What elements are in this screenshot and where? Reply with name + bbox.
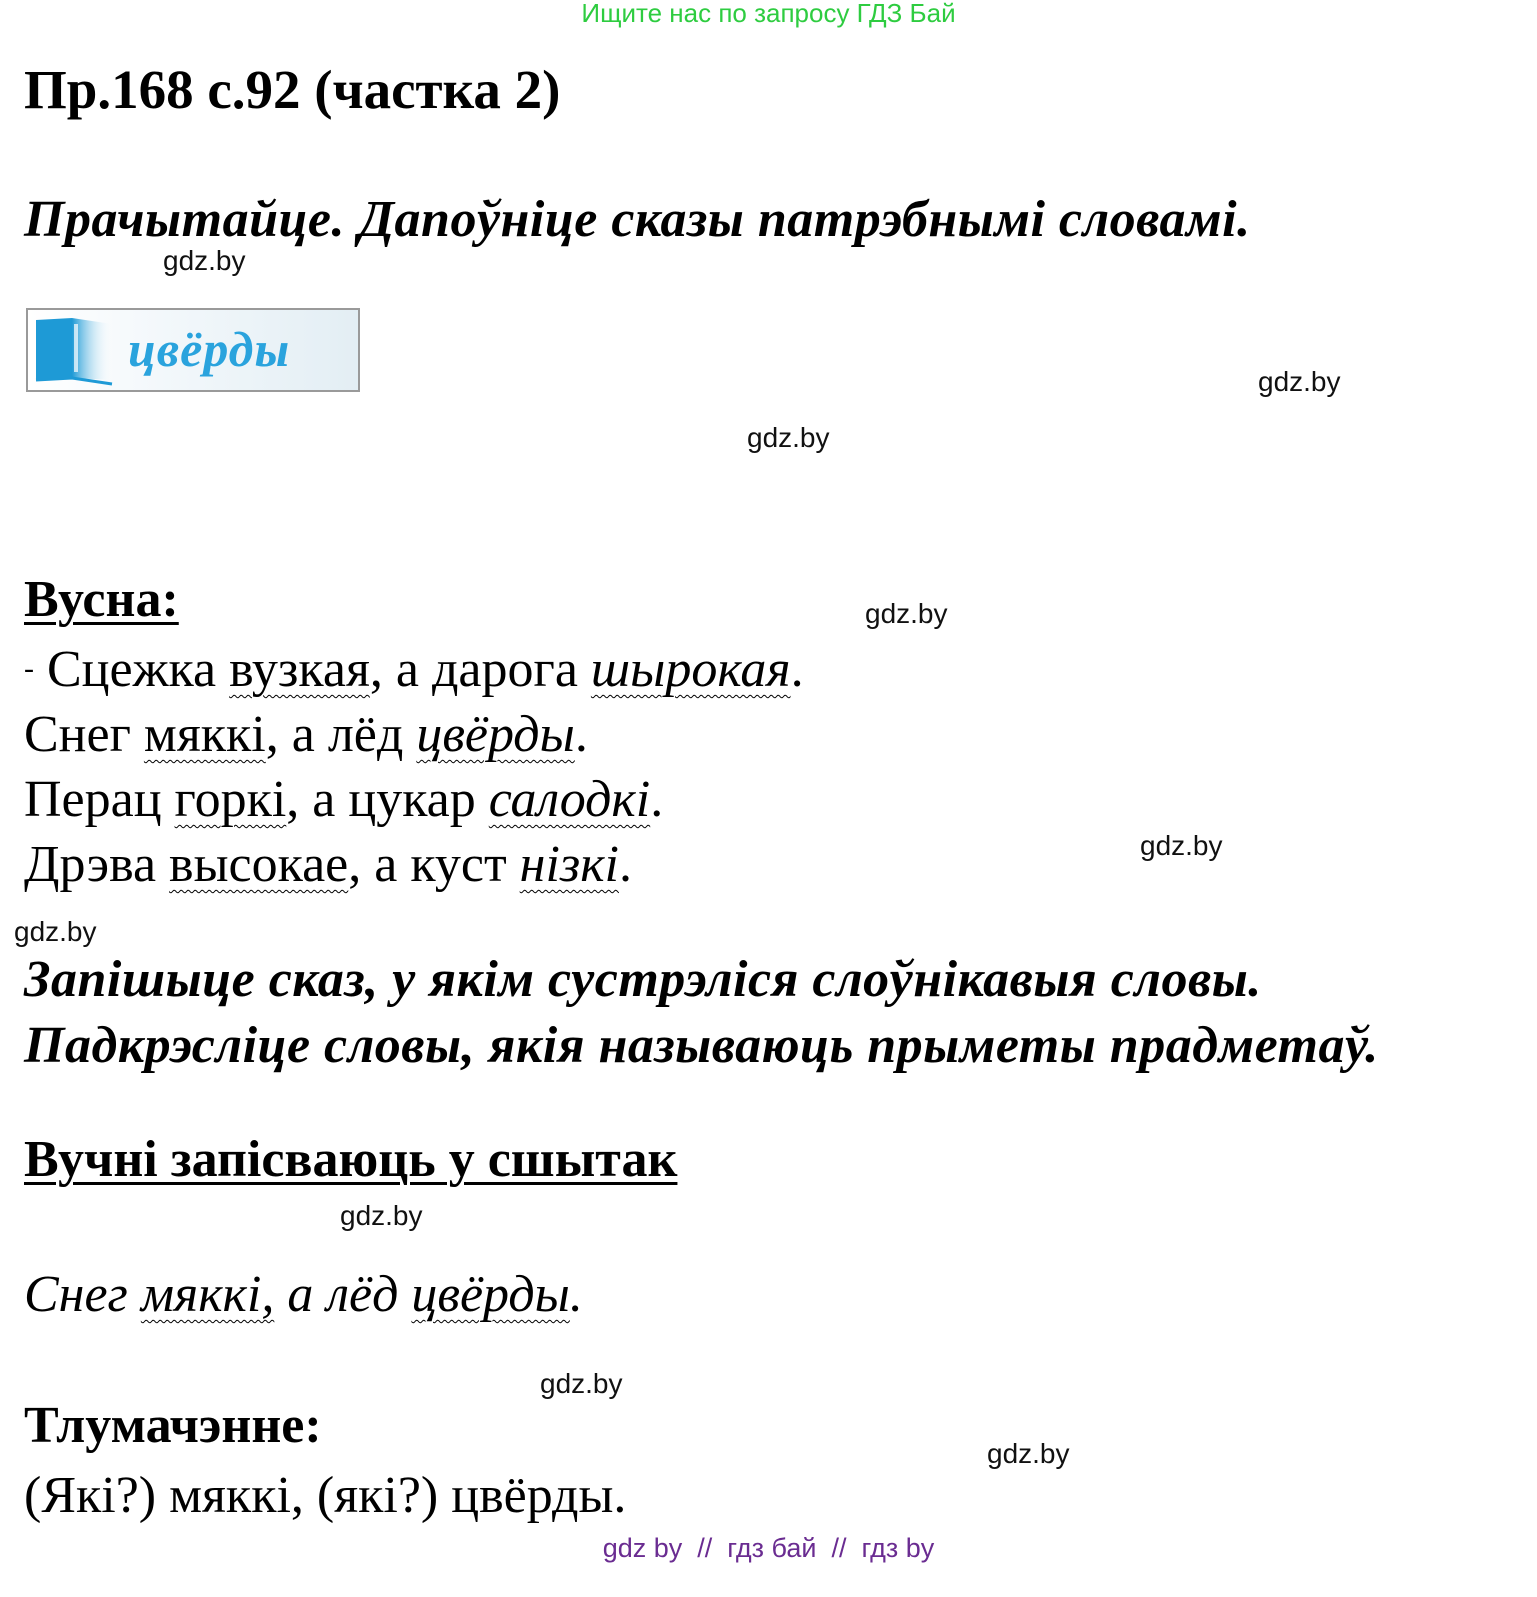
footer-links: gdz by // гдз бай // гдз by [602, 1533, 935, 1563]
sentence-text: , а лёд [265, 706, 404, 763]
adjective-word: нізкі [519, 836, 619, 893]
page-title: Пр.168 с.92 (частка 2) [24, 59, 561, 120]
dictionary-word: цвёрды [128, 321, 291, 377]
sentence-text: Дрэва [24, 836, 157, 893]
sentence-text: Перац [24, 771, 162, 828]
oral-sentence-3 [24, 770, 663, 829]
sentence-text: , а цукар [286, 771, 476, 828]
task-instruction-1: Прачытайце. Дапоўніце сказы патрэбнымі словамі. [24, 191, 1251, 248]
sentence-end: . [574, 706, 588, 763]
watermark: gdz.by [865, 598, 948, 629]
adjective-word: высокае [169, 836, 349, 893]
oral-sentence-2 [24, 705, 588, 764]
top-banner: Ищите нас по запросу ГДЗ Бай [581, 0, 956, 28]
sentence-end: . [569, 1266, 583, 1323]
adjective-word: цвёрды [416, 706, 575, 763]
oral-heading: Вусна: [24, 571, 179, 628]
sentence-text: , а куст [348, 836, 507, 893]
watermark: gdz.by [340, 1200, 423, 1231]
adjective-word: мяккі [143, 706, 266, 763]
sentence-end: . [650, 771, 664, 828]
oral-sentence-4 [24, 835, 632, 894]
explanation-text: (Які?) мяккі, (які?) цвёрды. [24, 1467, 627, 1524]
explanation-heading: Тлумачэнне: [24, 1397, 322, 1454]
written-heading: Вучні запісваюць у сшытак [24, 1131, 678, 1188]
sentence-end: . [618, 836, 632, 893]
dictionary-word-box [26, 308, 360, 392]
open-book-icon [32, 314, 132, 386]
sentence-end: . [790, 641, 804, 698]
watermark: gdz.by [747, 422, 830, 453]
adjective-word: вузкая [229, 641, 370, 698]
written-sentence [24, 1265, 583, 1324]
sentence-text: Сцежка [47, 641, 217, 698]
watermark: gdz.by [14, 916, 97, 947]
task-instruction-3: Падкрэсліце словы, якія называюць прыметы прадметаў. [24, 1017, 1379, 1074]
adjective-word: шырокая [590, 641, 791, 698]
sentence-text: а лёд [287, 1266, 399, 1323]
adjective-word: мяккі, [140, 1266, 275, 1323]
adjective-word: горкі [174, 771, 287, 828]
adjective-word: салодкі [488, 771, 651, 828]
watermark: gdz.by [987, 1438, 1070, 1469]
watermark: gdz.by [540, 1368, 623, 1399]
sentence-text: Снег [24, 1266, 128, 1323]
watermark: gdz.by [163, 245, 246, 276]
sentence-text: Снег [24, 706, 131, 763]
adjective-word: цвёрды [411, 1266, 570, 1323]
task-instruction-2: Запішыце сказ, у якім сустрэліся слоўнікавыя словы. [24, 951, 1262, 1008]
oral-sentence-1 [24, 640, 804, 699]
sentence-text: , а дарога [369, 641, 578, 698]
watermark: gdz.by [1140, 830, 1223, 861]
dash: - [24, 652, 34, 685]
watermark: gdz.by [1258, 366, 1341, 397]
